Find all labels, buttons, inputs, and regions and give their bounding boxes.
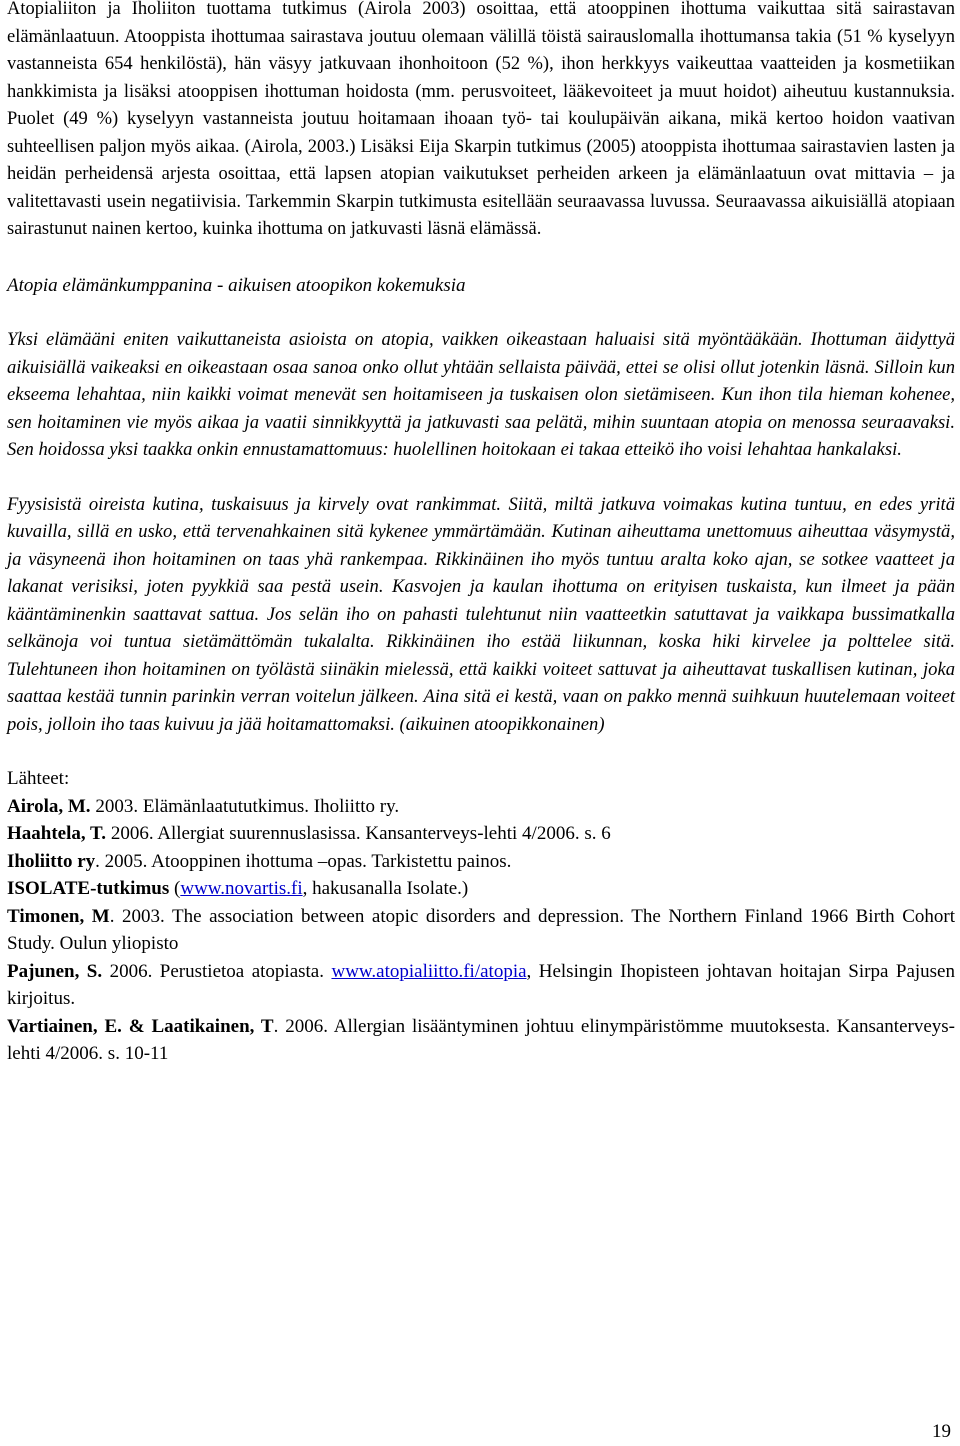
reference-iholiitto bbox=[7, 848, 955, 876]
references-heading: Lähteet: bbox=[7, 768, 70, 789]
reference-timonen bbox=[7, 903, 955, 958]
atopialiitto-link[interactable]: www.atopialiitto.fi/atopia bbox=[331, 960, 527, 982]
reference-text: 2003. Elämänlaatututkimus. Iholiitto ry. bbox=[90, 795, 400, 817]
reference-text: . 2006. Allergian lisääntyminen johtuu elinympäristömme muutoksesta. Kansanterveys-lehti 4/2006. s. 10-11 bbox=[7, 1015, 955, 1064]
novartis-link[interactable]: www.novartis.fi bbox=[180, 878, 303, 899]
reference-author: Haahtela, T. bbox=[7, 823, 107, 844]
section-title: Atopia elämänkumppanina - aikuisen atoopikon kokemuksia bbox=[7, 274, 466, 296]
intro-paragraph: Atopialiiton ja Iholiiton tuottama tutkimus (Airola 2003) osoittaa, että atooppinen ihottuma vaikuttaa sitä sairastavan elämänlaatuun. Atooppista ihottumaa sairastava joutuu olemaan välillä töistä sairauslomalla ihottumansa takia (51 % kyselyyn vastanneista 654 henkilöstä), hän väsyy jatkuvaan ihonhoitoon (52 %), ihon herkkyys vaikeuttaa vaatteiden ja kosmetiikan hankkimista ja lisäksi atooppisen ihottuman hoidosta (mm. perusvoiteet, lääkevoiteet ja muut hoidot) aiheutuu kustannuksia. Puolet (49 %) kyselyyn vastanneista joutuu hoitamaan ihoaan työ- tai koulupäivän aikana, mikä kertoo hoidon vaativan suhteellisen paljon myös aikaa. (Airola, 2003.) Lisäksi Eija Skarpin tutkimus (2005) atooppista ihottumaa sairastavien lasten ja heidän perheidensä arjesta osoittaa, että lapsen atopian vaikutukset perheiden arkeen ja elämänlaatuun ovat mittavia – ja valitettavasti usein negatiivisia. Tarkemmin Skarpin tutkimusta esitellään seuraavassa luvussa. Seuraavassa aikuisiällä atopiaan sairastunut nainen kertoo, kuinka ihottuma on jatkuvasti läsnä elämässä. bbox=[7, 0, 955, 239]
reference-vartiainen bbox=[7, 1013, 955, 1068]
reference-author: Timonen, M bbox=[7, 905, 110, 927]
quote-paragraph-2: Fyysisistä oireista kutina, tuskaisuus ja kirvely ovat rankimmat. Siitä, miltä jatkuva voimakas kutina tuntuu, en edes yritä kuvailla, sillä en usko, että tervenahkainen sitä kykenee ymmärtämään. Kutinan aiheuttama unettomuus aiheuttaa väsymystä, ja väsyneenä ihon hoitaminen on taas yhä rankempaa. Rikkinäinen iho myös tuntuu aralta koko ajan, se sotkee vaatteet ja lakanat verisiksi, joten pyykkiä saa pestä usein. Kasvojen ja kaulan ihottuma on erityisen tuskaista, kun ilmeet ja pään kääntäminenkin saattavat sattua. Jos selän iho on pahasti tulehtunut niin vaatteetkin satuttavat ja vaikkapa bussimatkalla selkänoja voi tuntua sietämättömän tukalalta. Rikkinäinen iho estää liikunnan, koska hiki kirvelee ja polttelee sitä. Tulehtuneen ihon hoitaminen on työlästä siinäkin mielessä, että kaikki voiteet sattuvat ja aiheuttavat tuskallisen kutinan, joka saattaa kestää tunnin parinkin verran voitelun jälkeen. Aina sitä ei kestä, vaan on pakko mennä suihkuun huutelemaan voiteet pois, jolloin iho taas kuivuu ja jää hoitamattomaksi. (aikuinen atoopikkonainen) bbox=[7, 493, 955, 735]
reference-text: 2006. Allergiat suurennuslasissa. Kansanterveys-lehti 4/2006. s. 6 bbox=[106, 823, 611, 844]
reference-author: Vartiainen, E. & Laatikainen, T bbox=[7, 1015, 274, 1037]
reference-haahtela bbox=[7, 820, 955, 848]
reference-author: Airola, M. bbox=[7, 795, 91, 817]
reference-text: . 2003. The association between atopic disorders and depression. The Northern Finland 1966 Birth Cohort Study. Oulun yliopisto bbox=[7, 905, 955, 954]
quote-paragraph-1: Yksi elämääni eniten vaikuttaneista asioista on atopia, vaikken oikeastaan haluaisi sitä myöntääkään. Ihottuman äidyttyä aikuisiällä vaikeaksi en oikeastaan osaa sanoa onko ollut yhtään sellaista päivää, ettei se olisi ollut jotenkin läsnä. Silloin kun ekseema lehahtaa, niin kaikki voimat menevät sen hoitamiseen ja tuskaisen olon sietämiseen. Kun ihon tila hieman kohenee, sen hoitaminen vie myös aikaa ja vaatii sinnikkyyttä ja jatkuvasti saa pelätä, mihin suuntaan atopia on menossa seuraavaksi. Sen hoidossa yksi taakka onkin ennustamattomuus: huolellinen hoitokaan ei takaa etteikö iho voisi lehahtaa hankalaksi. bbox=[7, 329, 955, 460]
reference-text: . 2005. Atooppinen ihottuma –opas. Tarkistettu painos. bbox=[95, 850, 512, 872]
reference-text-before: ( bbox=[169, 878, 181, 899]
references-list bbox=[7, 793, 955, 1068]
page-number: 19 bbox=[932, 1421, 951, 1442]
reference-text-after: , hakusanalla Isolate.) bbox=[302, 878, 469, 899]
reference-author: ISOLATE-tutkimus bbox=[7, 878, 170, 899]
reference-text-after: , Helsingin Ihopisteen johtavan hoitajan Sirpa Pajusen kirjoitus. bbox=[7, 960, 955, 1009]
document-page bbox=[7, 0, 955, 1068]
reference-airola bbox=[7, 793, 955, 821]
reference-pajunen bbox=[7, 958, 955, 1013]
reference-author: Iholiitto ry bbox=[7, 850, 96, 872]
reference-isolate bbox=[7, 875, 955, 903]
reference-author: Pajunen, S. bbox=[7, 960, 103, 982]
reference-text-before: 2006. Perustietoa atopiasta. bbox=[102, 960, 332, 982]
